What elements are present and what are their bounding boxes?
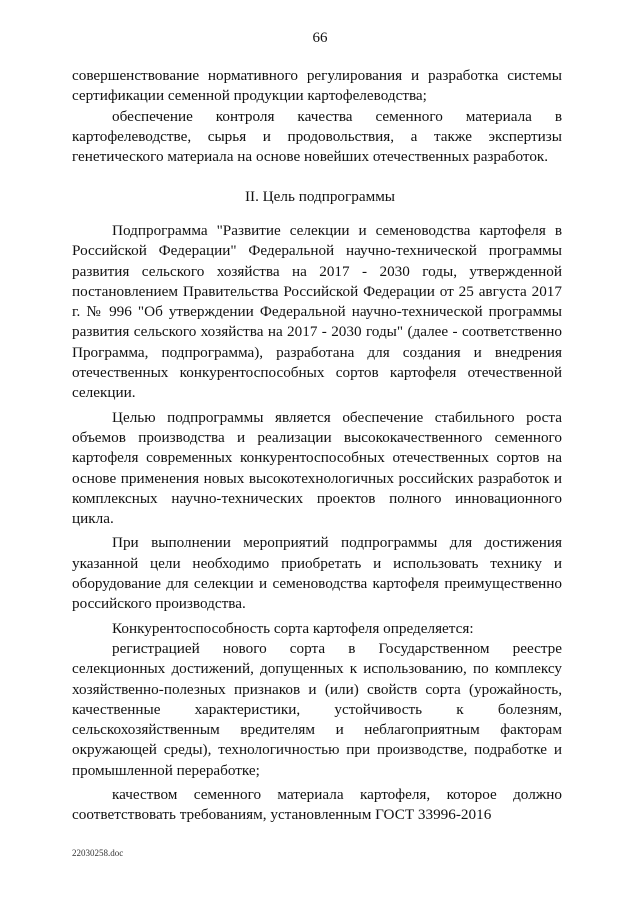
paragraph-subprogram-intro: Подпрограмма "Развитие селекции и семеноводства картофеля в Российской Федерации" Федеральной научно-технической программы развития сельского хозяйства на 2017 - 2030 годы, утвержденной постановлением Правительства Российской Федерации от 25 августа 2017 г. № 996 "Об утверждении Федеральной научно-технической программы развития сельского хозяйства на 2017 - 2030 годы" (далее - соответственно Программа, подпрограмма), разработана для создания и внедрения отечественных конкурентоспособных сортов картофеля отечественной селекции. bbox=[72, 222, 562, 402]
page-number: 66 bbox=[312, 30, 328, 46]
paragraph-registration: регистрацией нового сорта в Государственном реестре селекционных достижений, допущенных к использованию, по комплексу хозяйственно-полезных признаков и (или) свойств сорта (урожайность, качественные характеристики, устойчивость к болезням, сельскохозяйственным вредителям и неблагоприятным факторам окружающей среды), технологичностью при производстве, подработке и промышленной переработке; bbox=[72, 639, 562, 779]
paragraph-equipment: При выполнении мероприятий подпрограммы для достижения указанной цели необходимо приобретать и использовать технику и оборудование для селекции и семеноводства картофеля преимущественно российского производства. bbox=[72, 534, 562, 613]
paragraph-competitiveness: Конкурентоспособность сорта картофеля определяется: bbox=[112, 619, 474, 637]
paragraph-goal: Целью подпрограммы является обеспечение стабильного роста объемов производства и реализации высококачественного семенного картофеля современных конкурентоспособных отечественных сортов на основе применения новых высокотехнологичных российских разработок и комплексных научно-технических проектов полного инновационного цикла. bbox=[72, 408, 562, 528]
paragraph-quality-control: обеспечение контроля качества семенного материала в картофелеводстве, сырья и продовольствия, а также экспертизы генетического материала на основе новейших отечественных разработок. bbox=[72, 107, 562, 166]
paragraph-seed-quality: качеством семенного материала картофеля, которое должно соответствовать требованиям, установленным ГОСТ 33996-2016 bbox=[72, 786, 562, 824]
footer-filename: 22030258.doc bbox=[72, 848, 124, 858]
top-text-block bbox=[72, 66, 562, 167]
paragraph-regulation: совершенствование нормативного регулирования и разработка системы сертификации семенной продукции картофелеводства; bbox=[72, 67, 562, 105]
main-text-block bbox=[72, 221, 562, 826]
section-heading: II. Цель подпрограммы bbox=[244, 188, 396, 205]
